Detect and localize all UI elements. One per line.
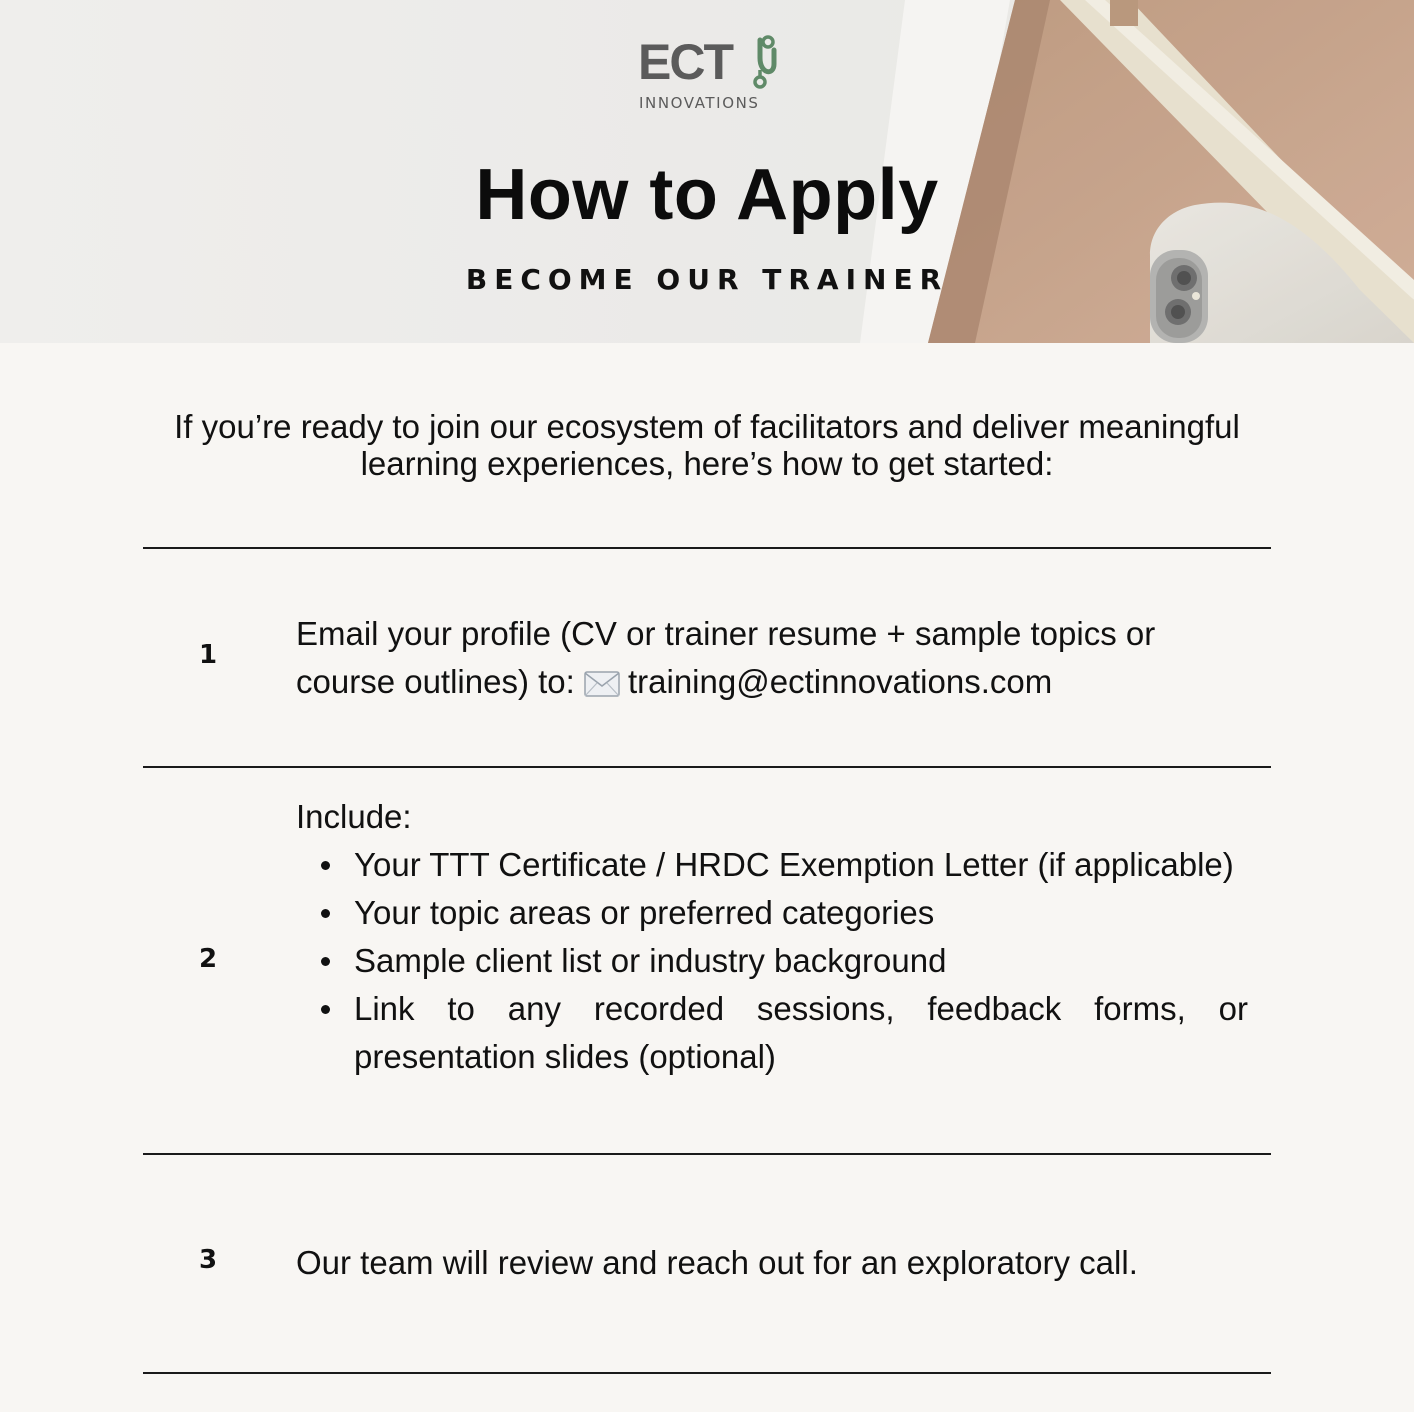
header-banner	[0, 0, 1414, 343]
step-3-text: Our team will review and reach out for an exploratory call.	[296, 1244, 1138, 1281]
divider	[143, 1372, 1271, 1374]
page-title: How to Apply	[475, 155, 939, 235]
step-1-text	[296, 610, 1248, 706]
step-number: 1	[198, 640, 218, 670]
page-subtitle: BECOME OUR TRAINER	[465, 263, 949, 296]
logo-circuit-icon	[744, 34, 784, 90]
include-list	[296, 841, 1248, 1081]
step-number: 3	[198, 1245, 218, 1275]
divider	[143, 1153, 1271, 1155]
step-2-heading: Include:	[296, 798, 412, 835]
list-item: Your topic areas or preferred categories	[354, 889, 1248, 937]
intro-text: If you’re ready to join our ecosystem of facilitators and deliver meaningful learning experiences, here’s how to get started:	[174, 408, 1240, 482]
logo-wordmark: ECT	[638, 34, 732, 90]
step-1-description: Email your profile (CV or trainer resume + sample topics or course outlines) to:	[296, 615, 1156, 700]
logo-subtitle: INNOVATIONS	[639, 94, 760, 112]
divider	[143, 547, 1271, 549]
step-2-text	[296, 793, 1248, 1081]
envelope-icon	[584, 671, 620, 697]
ect-innovations-logo	[638, 34, 788, 116]
divider	[143, 766, 1271, 768]
list-item: Sample client list or industry background	[354, 937, 1248, 985]
training-email-link[interactable]: training@ectinnovations.com	[627, 663, 1053, 700]
list-item: Your TTT Certificate / HRDC Exemption Letter (if applicable)	[354, 841, 1248, 889]
list-item: Link to any recorded sessions, feedback forms, or presentation slides (optional)	[354, 985, 1248, 1081]
step-number: 2	[198, 944, 218, 974]
